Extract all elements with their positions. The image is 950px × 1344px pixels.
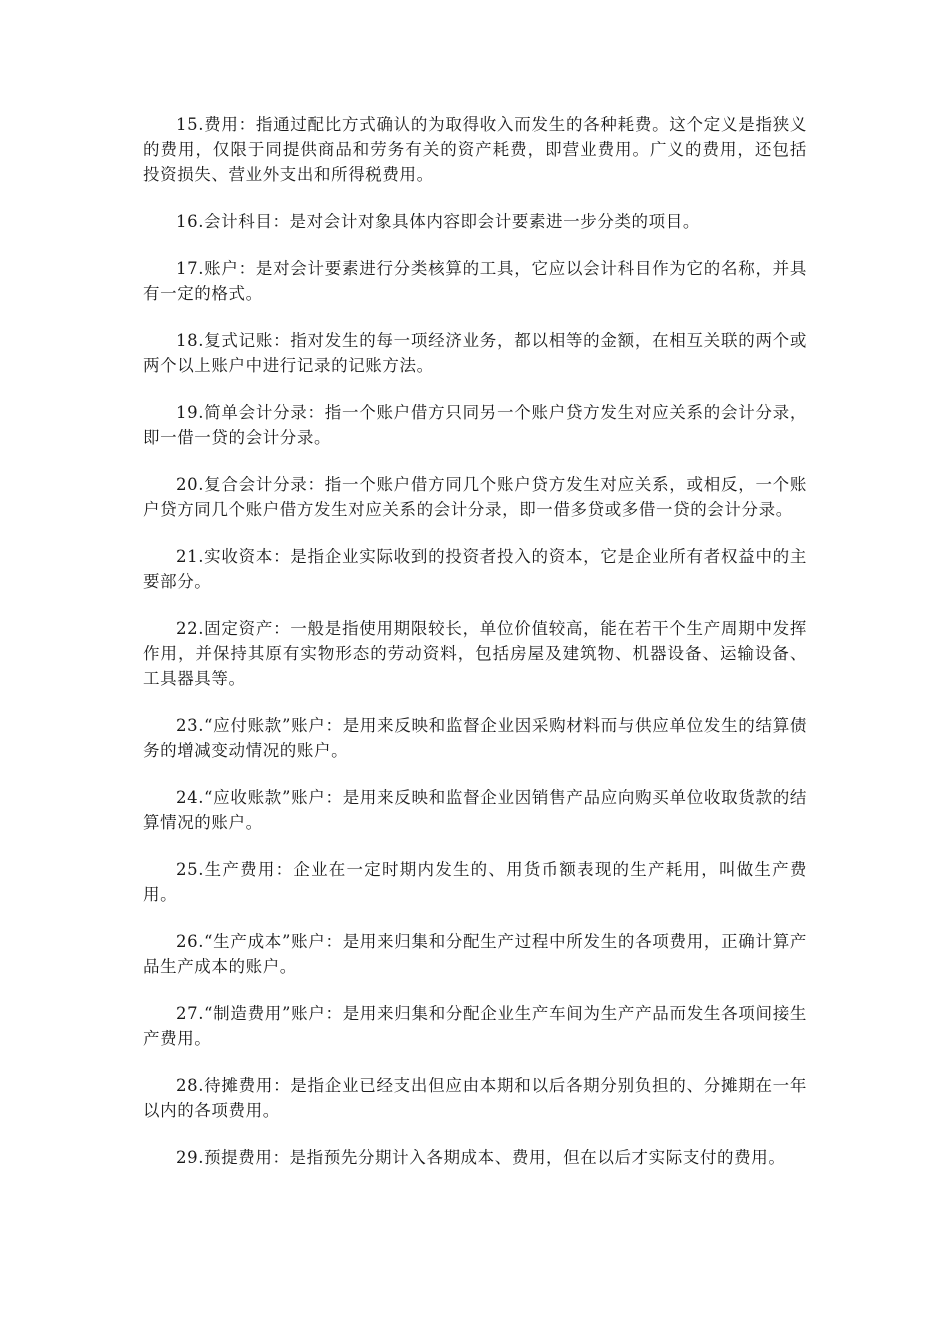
paragraph-20: 20.复合会计分录：指一个账户借方同几个账户贷方发生对应关系，或相反，一个账户贷方同几个账户借方发生对应关系的会计分录，即一借多贷或多借一贷的会计分录。: [143, 475, 807, 519]
paragraph-18: 18.复式记账：指对发生的每一项经济业务，都以相等的金额，在相互关联的两个或两个以上账户中进行记录的记账方法。: [143, 331, 807, 375]
paragraph-27: 27.“制造费用”账户：是用来归集和分配企业生产车间为生产产品而发生各项间接生产费用。: [143, 1004, 807, 1048]
paragraph-23: 23.“应付账款”账户：是用来反映和监督企业因采购材料而与供应单位发生的结算债务的增减变动情况的账户。: [143, 716, 807, 760]
paragraph-26: 26.“生产成本”账户：是用来归集和分配生产过程中所发生的各项费用，正确计算产品生产成本的账户。: [143, 932, 807, 976]
paragraph-17: 17.账户：是对会计要素进行分类核算的工具，它应以会计科目作为它的名称，并具有一定的格式。: [143, 259, 807, 303]
paragraph-19: 19.简单会计分录：指一个账户借方只同另一个账户贷方发生对应关系的会计分录，即一借一贷的会计分录。: [143, 403, 807, 447]
paragraph-24: 24.“应收账款”账户：是用来反映和监督企业因销售产品应向购买单位收取货款的结算情况的账户。: [143, 788, 807, 832]
paragraph-16: 16.会计科目：是对会计对象具体内容即会计要素进一步分类的项目。: [176, 212, 700, 231]
paragraph-25: 25.生产费用：企业在一定时期内发生的、用货币额表现的生产耗用，叫做生产费用。: [143, 860, 807, 904]
paragraph-28: 28.待摊费用：是指企业已经支出但应由本期和以后各期分别负担的、分摊期在一年以内的各项费用。: [143, 1076, 807, 1120]
paragraph-21: 21.实收资本：是指企业实际收到的投资者投入的资本，它是企业所有者权益中的主要部分。: [143, 547, 807, 591]
paragraph-15: 15.费用：指通过配比方式确认的为取得收入而发生的各种耗费。这个定义是指狭义的费用，仅限于同提供商品和劳务有关的资产耗费，即营业费用。广义的费用，还包括投资损失、营业外支出和所得税费用。: [143, 115, 807, 184]
paragraph-29: 29.预提费用：是指预先分期计入各期成本、费用，但在以后才实际支付的费用。: [176, 1148, 786, 1167]
document-body: [143, 112, 807, 1192]
paragraph-22: 22.固定资产：一般是指使用期限较长，单位价值较高，能在若干个生产周期中发挥作用，并保持其原有实物形态的劳动资料，包括房屋及建筑物、机器设备、运输设备、工具器具等。: [143, 619, 807, 688]
